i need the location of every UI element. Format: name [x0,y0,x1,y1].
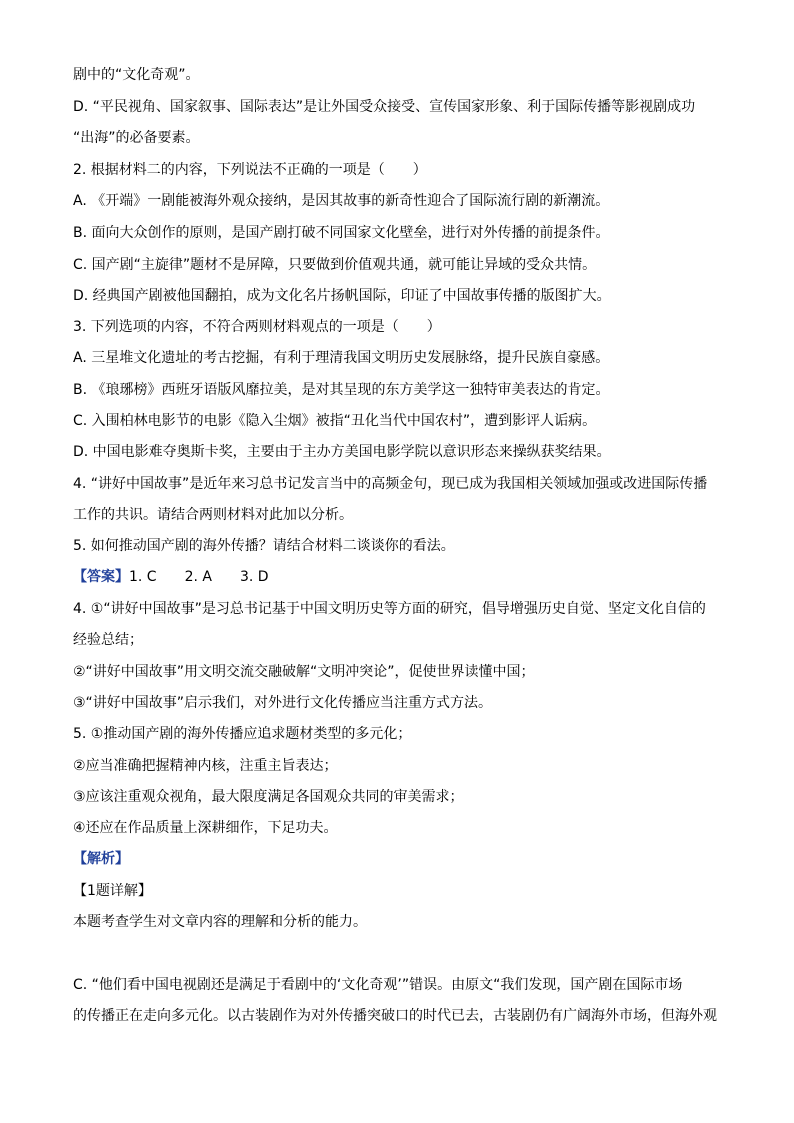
text-line: 的传播正在走向多元化。以古装剧作为对外传播突破口的时代已去，古装剧仍有广阔海外市场，但海外观 [73,1008,717,1024]
text-line: ④还应在作品质量上深耕细作，下足功夫。 [73,820,338,836]
question-3: 3. 下列选项的内容，不符合两则材料观点的一项是（ ） [73,319,441,335]
answer-line [73,568,269,586]
option-d-line: D. 经典国产剧被他国翻拍，成为文化名片扬帆国际，印证了中国故事传播的版图扩大。 [73,288,611,304]
option-c-line: C. 入围柏林电影节的电影《隐入尘烟》被指“丑化当代中国农村”，遭到影评人诟病。 [73,413,597,429]
text-line: ③应该注重观众视角，最大限度满足各国观众共同的审美需求； [73,789,464,805]
answer-tag: 【答案】 [73,569,129,585]
option-d-line: D. “平民视角、国家叙事、国际表达”是让外国受众接受、宣传国家形象、利于国际传播等影视剧成功 [73,99,696,115]
option-a-line: A. 三星堆文化遗址的考古挖掘，有利于理清我国文明历史发展脉络，提升民族自豪感。 [73,350,610,366]
question-4: 4. “讲好中国故事”是近年来习总书记发言当中的高频金句，现已成为我国相关领域加强或改进国际传播 [73,476,708,492]
question-5: 5. 如何推动国产剧的海外传播？请结合材料二谈谈你的看法。 [73,538,455,554]
text-line: 经验总结； [73,632,143,648]
answer-5-line: 5. ①推动国产剧的海外传播应追求题材类型的多元化； [73,726,412,742]
text-line: ②“讲好中国故事”用文明交流交融破解“文明冲突论”，促使世界读懂中国； [73,664,535,680]
text-line: “出海”的必备要素。 [73,130,200,146]
option-c-line: C. 国产剧“主旋律”题材不是屏障，只要做到价值观共通，就可能让异域的受众共情。 [73,257,597,273]
answer-4-line: 4. ①“讲好中国故事”是习总书记基于中国文明历史等方面的研究，倡导增强历史自觉、坚定文化自信的 [73,601,706,617]
text-line: ③“讲好中国故事”启示我们，对外进行文化传播应当注重方式方法。 [73,695,493,711]
question-2: 2. 根据材料二的内容，下列说法不正确的一项是（ ） [73,162,427,178]
option-a-line: A. 《开端》一剧能被海外观众接纳，是因其故事的新奇性迎合了国际流行剧的新潮流。 [73,193,610,209]
analysis-tag: 【解析】 [73,851,129,867]
section-heading: 【1题详解】 [73,883,152,899]
text-line: C. “他们看中国电视剧还是满足于看剧中的‘文化奇观’”错误。由原文“我们发现，国产剧在国际市场 [73,977,683,993]
text-line: 剧中的“文化奇观”。 [73,67,200,83]
text-line: 本题考查学生对文章内容的理解和分析的能力。 [73,914,367,930]
option-b-line: B. 《琅琊榜》西班牙语版风靡拉美，是对其呈现的东方美学这一独特审美表达的肯定。 [73,382,610,398]
option-b-line: B. 面向大众创作的原则，是国产剧打破不同国家文化壁垒，进行对外传播的前提条件。 [73,225,610,241]
text-line: ②应当准确把握精神内核，注重主旨表达； [73,758,338,774]
option-d-line: D. 中国电影难夺奥斯卡奖，主要由于主办方美国电影学院以意识形态来操纵获奖结果。 [73,444,611,460]
text-line: 工作的共识。请结合两则材料对此加以分析。 [73,507,353,523]
answer-text: 1. C 2. A 3. D [129,569,269,585]
